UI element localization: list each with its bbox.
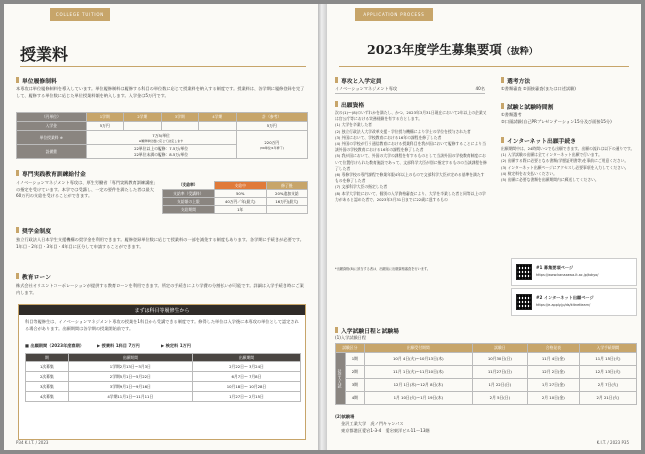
table-cell: [86, 131, 236, 145]
title-sub: （抜粋）: [501, 47, 538, 57]
total-fee-label: (30単位/1年修了): [259, 145, 284, 150]
section-text-benefit: イノベーションマネジメント専攻は、厚生労働省「専門実践教育訓練講座」の指定を受けています。本学では受講し、一定の要件を満たした者は最大60万円の支給を受けることができます。: [16, 180, 156, 199]
schedule-table: [25, 353, 301, 402]
table-cell: 12月 1日(木)〜12月 8日(木): [364, 379, 472, 392]
link-box-guide[interactable]: [511, 258, 637, 286]
section-text-credit-tuition: 本専攻は単位履修制料を導入しています。単位履修制料は履修する科目の単位数に応じて授業料を納入する制度です。授業料は、各学期に履修登録を完了して、履修する単位数に応じた単位授業料額を納入します。入学金は5万円です。: [16, 86, 305, 98]
table-header: 入学手続期間: [579, 344, 636, 353]
capacity-value: 40名: [475, 86, 485, 91]
table-cell: 12月 2日(金): [527, 366, 579, 379]
eligibility-note: *出願資格(8)に該当する者は、出願前に出願資格審査を行います。: [335, 267, 431, 271]
unit-fee-note: ※履修単位数に応じて決定します: [138, 138, 184, 143]
callout-title: まずは科目等履修生から: [19, 305, 305, 315]
table-cell: 3学期9月1日〜9月16日: [68, 382, 192, 392]
table-cell: 10月18日〜 10月28日: [192, 382, 300, 392]
table-cell: 入学金: [17, 122, 87, 131]
section-heading-exam-schedule: 入学試験日程と試験場: [335, 326, 399, 335]
table-cell: 16万円(最大): [266, 198, 307, 206]
title-main: 2023年度学生募集要項: [367, 42, 502, 57]
table-header: 4学期: [198, 113, 236, 122]
section-heading-online: インターネット出願手続き: [501, 136, 576, 145]
title-divider: [20, 66, 306, 67]
section-heading-loan: 教育ローン: [16, 272, 51, 281]
page-title: [367, 40, 538, 58]
table-cell: 5万円: [86, 122, 123, 131]
tuition-table: [16, 112, 308, 159]
table-cell: 1期: [346, 353, 365, 366]
section-heading-capacity: 専攻と入学定員: [335, 76, 382, 85]
table-cell: 1年: [214, 206, 266, 214]
table-header: 期: [26, 354, 69, 362]
exam-schedule-table: [335, 343, 637, 405]
table-cell: 支給率（受講料）: [163, 190, 215, 198]
table-cell: [161, 122, 198, 131]
table-cell: 1月 27日(金): [527, 379, 579, 392]
table-cell: 2月 10日(金): [527, 392, 579, 405]
table-header: （支給率）: [178, 182, 198, 188]
page-title: 授業料: [20, 45, 69, 64]
section-heading-exam: 試験と試験時間割: [501, 102, 553, 111]
table-header: 計（参考）: [236, 113, 307, 122]
table-cell: 2次募集: [26, 372, 69, 382]
exam-line: ②口頭試験(自己PRプレゼンテーション15分及び面接15分): [501, 119, 612, 124]
table-cell: 3次募集: [26, 382, 69, 392]
table-header: 修了後: [266, 182, 307, 190]
qr-code-icon: [516, 294, 532, 310]
callout-text: 科目等履修生は、イノベーションマネジメント専攻の授業を1科目から受講できる制度です。修得した単位は入学後に本専攻の単位として認定される場合があります。出願期間は各学期の授業開始前です。: [25, 319, 299, 331]
table-cell: 2学期5月1日〜5月22日: [68, 372, 192, 382]
table-cell: 4期: [346, 392, 365, 405]
exam-line: ①書類選考: [501, 112, 522, 117]
total-fee: 220万円: [264, 139, 280, 145]
page-tag: COLLEGE TUITION: [50, 8, 110, 21]
section-heading-eligibility: 出願資格: [335, 100, 364, 109]
page-tag: APPLICATION PROCESS: [355, 8, 433, 21]
table-header: 出願期間: [68, 354, 192, 362]
section-heading-credit-tuition: 単位履修制料: [16, 76, 57, 85]
benefit-table: [162, 181, 308, 214]
table-cell: 2期: [346, 366, 365, 379]
table-cell: 10月 4日(火)〜10月13日(木): [364, 353, 472, 366]
table-cell: 4学期11月1日〜11月11日: [68, 392, 192, 402]
table-cell: 2月 21日(火): [579, 392, 636, 405]
link-label: #2 インターネット出願ページ: [536, 295, 594, 300]
table-cell: 支給期間: [163, 206, 215, 214]
unit-fee: 7万5/単位: [152, 132, 170, 138]
table-cell: 設備費: [17, 145, 87, 159]
table-cell: 5万円: [236, 122, 307, 131]
table-cell: 社会人入試: [336, 353, 346, 405]
table-header: 3学期: [161, 113, 198, 122]
venue-line: 東京都港区愛宕1-3-4 愛宕東洋ビル11〜13階: [341, 428, 430, 433]
callout-exam-item: ▶ 検定料 1万円: [161, 343, 191, 348]
table-cell: 2月22日〜 3月24日: [192, 362, 300, 372]
table-cell: 2月 5日(日): [473, 392, 528, 405]
table-cell: 11月 4日(金): [527, 353, 579, 366]
table-cell: [198, 122, 236, 131]
qr-code-icon: [516, 264, 532, 280]
table-cell: 11月27日(日): [473, 366, 528, 379]
eligibility-text: 次の(1)〜(8)のいずれかを満たし、かつ、2023年3月31日現在において2年以上の企業又は官公庁等における実務経験を有する方とします。 (1) 大学を卒業した者 (2) 独立行政法人大学改革支援・学位授与機構により学士の学位を授与された者 (3) 外国において、学校教育における16年の課程を修了した者 (4) 外国の学校が行う通信教育における授業科目を我が国において履修することにより当該外国の学校教育における16年の課程を修了した者 (5) 我が国において、外国の大学の課程を有するものとして当該外国の学校教育制度において位置付けられた教育施設であって、文部科学大臣が別に指定するものの当該課程を修了した者 (6) 専修学校の専門課程で修業年限4年以上のもので文部科学大臣が定める基準を満たすものを修了した者 (7) 文部科学大臣の指定した者 (8) 本学大学院において、個別の入学資格審査により、大学を卒業した者と同等以上の学力があると認めた者で、2023年3月31日までに22歳に達するもの: [335, 110, 487, 202]
table-cell: 4次募集: [26, 392, 69, 402]
table-cell: 11月 15日(火): [579, 353, 636, 366]
table-header: 試験区分: [336, 344, 365, 353]
venue-line: 金沢工業大学 虎ノ門キャンパス: [341, 421, 404, 426]
table-cell: [86, 145, 236, 159]
table-cell: 2月 7日(火): [579, 379, 636, 392]
link-url[interactable]: https://e-apply.jp/ds/kitnetlearn/: [536, 303, 591, 307]
table-cell: [124, 122, 161, 131]
selection-text: ①書類審査 ②面接審査(または口述試験): [501, 86, 576, 91]
table-cell: 1学期2月13日〜3月3日: [68, 362, 192, 372]
table-cell: 6月7日〜 7月8日: [192, 372, 300, 382]
table-cell: 11月 1日(火)〜11月10日(木): [364, 366, 472, 379]
facility-fee-a: 22単位以上の履修：7.5万/単位: [134, 145, 189, 151]
table-cell: 1次募集: [26, 362, 69, 372]
section-text-scholarship: 独立行政法人日本学生支援機構の奨学金を利用できます。履修登録単位数に応じて授業料の一部を減免する制度もあります。各学期に手続きが必要です。1年目・2年目・3年目・4年目に区分して申請することができます。: [16, 237, 304, 249]
table-cell: 3期: [346, 379, 365, 392]
online-text: 出願期間中は、24時間いつでも出願できます。出願の流れは以下の通りです。 (1) 入学試験の出願は全てインターネット出願で行います。 (2) 出願する際に必要となる書類(学歴証明書等)を事前にご用意ください。 (3) インターネット出願ページにアクセスし必要事項を入力してください。 (4) 検定料をお支払いください。 (5) 出願に必要な書類を出願期間内に郵送してください。: [501, 146, 635, 183]
callout-exam-label: ■ 出願期間（2023年度春期）: [25, 343, 84, 348]
callout-exam-item: ▶ 授業料 1科目 7万円: [97, 343, 140, 348]
section-text-loan: 株式会社オリエントコーポレーションが提供する教育ローンを利用できます。所定の手続きにより学費の分割払いが可能です。詳細は入学手続き時にご案内します。: [16, 283, 304, 295]
right-page: [327, 4, 641, 450]
table-cell: 50%: [214, 190, 266, 198]
left-page: [4, 4, 318, 450]
callout-box: [18, 304, 306, 440]
table-header: 出願受付期間: [364, 344, 472, 353]
capacity-row: [335, 86, 485, 94]
table-cell: 単位授業料 ※: [17, 131, 87, 145]
link-label: #1 募集要項ページ: [536, 265, 574, 270]
table-header: 支給中: [214, 182, 266, 190]
section-heading-scholarship: 奨学金制度: [16, 226, 51, 235]
table-header: 試験日: [473, 344, 528, 353]
section-heading-selection: 選考方法: [501, 76, 530, 85]
page-number: P34 K.I.T. / 2023: [16, 440, 49, 445]
table-cell: 1月 22日(日): [473, 379, 528, 392]
table-cell: 10月30日(日): [473, 353, 528, 366]
table-cell: [266, 206, 307, 214]
book-spine: [318, 4, 327, 450]
venue-heading: (2)試験場: [335, 414, 355, 419]
table-cell: 支給額の上限: [163, 198, 215, 206]
exam-table-caption: (1)入学試験日程: [335, 335, 367, 340]
link-url[interactable]: https://www.kanazawa-it.ac.jp/tokyo/: [536, 273, 599, 277]
table-cell: 12月 13日(火): [579, 366, 636, 379]
section-heading-benefit: 専門実践教育訓練給付金: [16, 169, 86, 178]
facility-fee-b: 22単位未満の履修：8.5万/単位: [134, 151, 189, 157]
table-cell: [236, 131, 307, 159]
table-header: 2学期: [124, 113, 161, 122]
table-header: （円単位）: [17, 113, 87, 122]
table-header: 出願期間: [192, 354, 300, 362]
table-cell: 1月 10日(火)〜1月 19日(木): [364, 392, 472, 405]
table-header: 1学期: [86, 113, 123, 122]
table-cell: 40万円／年(最大): [214, 198, 266, 206]
title-divider: [339, 66, 629, 67]
table-cell: 1月27日〜 2月15日: [192, 392, 300, 402]
table-cell: 20%追加支給: [266, 190, 307, 198]
page-number: K.I.T. / 2023 P35: [596, 440, 629, 445]
link-box-apply[interactable]: [511, 288, 637, 316]
capacity-label: イノベーションマネジメント専攻: [335, 86, 398, 91]
table-header: 合格発表: [527, 344, 579, 353]
